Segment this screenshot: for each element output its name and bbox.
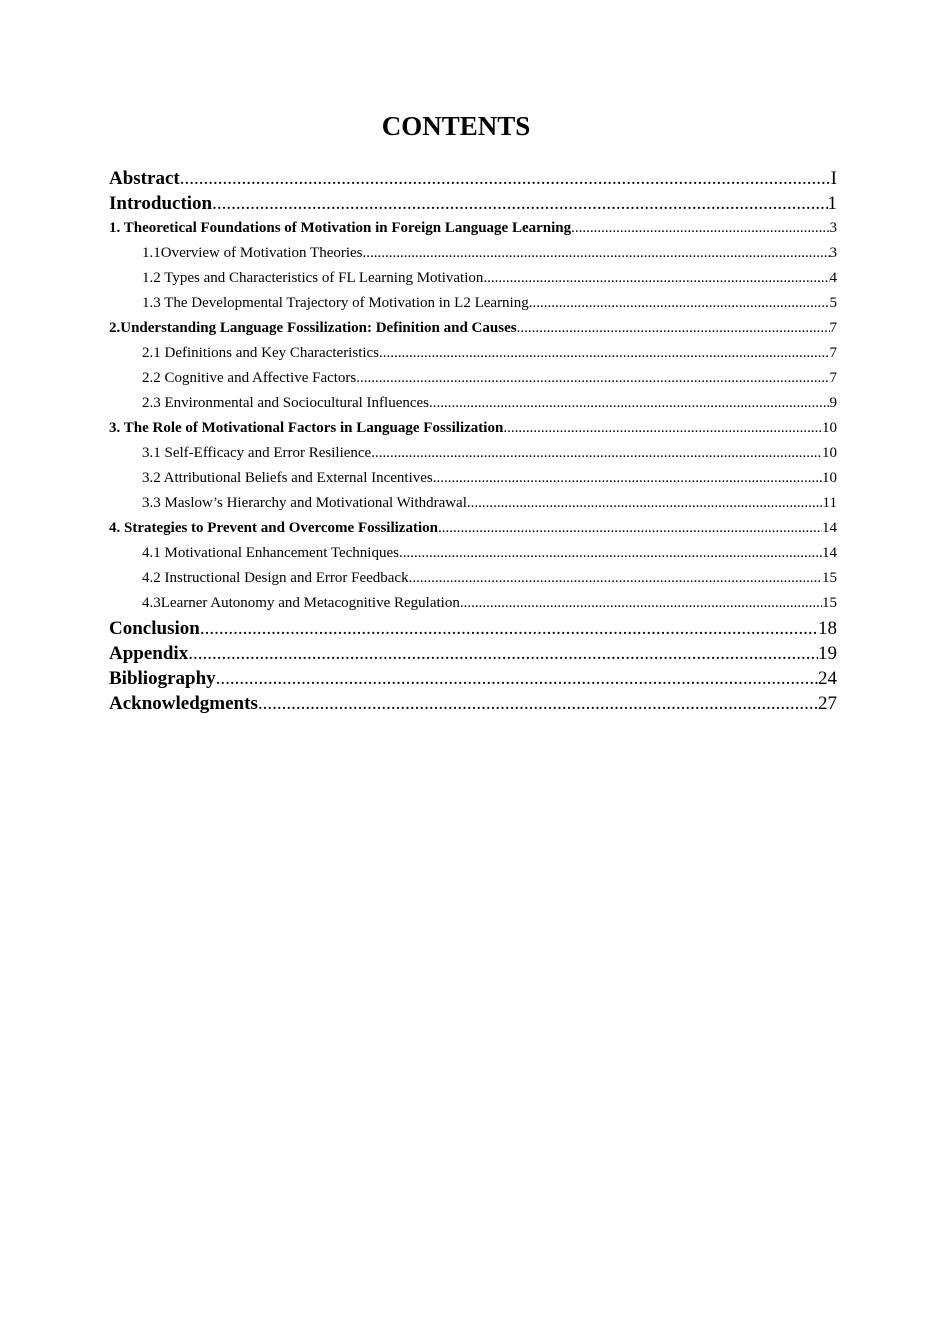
toc-dot-leader [429,391,830,416]
toc-dot-leader [180,166,831,191]
toc-entry-page-number: 7 [829,345,837,361]
toc-dot-leader [356,366,829,391]
toc-entry-page-number: 3 [829,245,837,261]
toc-entry-label: 1.3 The Developmental Trajectory of Motivation in L2 Learning [142,295,529,311]
toc-entry-label: Abstract [109,168,180,189]
toc-dot-leader [503,416,822,441]
toc-entry-page-number: 11 [822,495,837,511]
toc-entry[interactable] [109,266,837,291]
toc-entry-label: 2.1 Definitions and Key Characteristics [142,345,380,361]
toc-entry-page-number: 24 [818,668,837,689]
toc-entry-label: 4. Strategies to Prevent and Overcome Fossilization [109,520,438,536]
toc-entry-page-number: 7 [829,370,837,386]
toc-dot-leader [363,241,830,266]
toc-entry[interactable] [109,591,837,616]
toc-entry-label: 3. The Role of Motivational Factors in Language Fossilization [109,420,504,436]
toc-entry-label: 4.1 Motivational Enhancement Techniques [142,545,399,561]
toc-entry[interactable] [109,391,837,416]
toc-dot-leader [571,216,829,241]
toc-entry-label: Appendix [109,643,189,664]
toc-entry[interactable] [109,341,837,366]
toc-dot-leader [409,566,822,591]
toc-entry[interactable] [109,691,837,716]
toc-entry-label: Bibliography [109,668,216,689]
toc-dot-leader [212,191,827,216]
table-of-contents [109,166,837,716]
toc-dot-leader [379,341,829,366]
toc-dot-leader [399,541,822,566]
toc-entry-label: 3.3 Maslow’s Hierarchy and Motivational Withdrawal [142,495,467,511]
toc-entry[interactable] [109,666,837,691]
toc-entry[interactable] [109,191,837,216]
toc-entry-label: 1.2 Types and Characteristics of FL Learning Motivation [142,270,484,286]
toc-dot-leader [258,691,818,716]
toc-entry-label: 2.Understanding Language Fossilization: Definition and Causes [109,320,517,336]
toc-entry-label: 1. Theoretical Foundations of Motivation in Foreign Language Learning [109,220,572,236]
toc-entry-page-number: 14 [822,520,837,536]
toc-entry[interactable] [109,441,837,466]
toc-entry-label: 2.2 Cognitive and Affective Factors [142,370,357,386]
toc-entry[interactable] [109,166,837,191]
toc-entry-label: 4.3Learner Autonomy and Metacognitive Regulation [142,595,460,611]
toc-entry-page-number: 18 [818,618,837,639]
toc-entry-page-number: 10 [822,470,837,486]
toc-dot-leader [433,466,822,491]
toc-dot-leader [371,441,822,466]
page-title: CONTENTS [381,111,531,141]
toc-entry-page-number: 7 [829,320,837,336]
toc-entry-page-number: I [830,168,837,189]
toc-entry[interactable] [109,416,837,441]
toc-entry[interactable] [109,216,837,241]
toc-entry-label: Introduction [109,193,213,214]
toc-entry-page-number: 27 [818,693,837,714]
toc-dot-leader [188,641,818,666]
toc-entry-page-number: 1 [827,193,837,214]
toc-entry-page-number: 5 [829,295,837,311]
toc-entry[interactable] [109,616,837,641]
toc-entry-label: Acknowledgments [109,693,258,714]
toc-entry-page-number: 15 [822,595,837,611]
toc-entry-label: 4.2 Instructional Design and Error Feedback [142,570,409,586]
toc-entry[interactable] [109,466,837,491]
toc-entry[interactable] [109,366,837,391]
toc-entry[interactable] [109,516,837,541]
toc-entry[interactable] [109,291,837,316]
toc-entry[interactable] [109,566,837,591]
toc-entry-label: Conclusion [109,618,200,639]
toc-entry-page-number: 9 [829,395,837,411]
toc-dot-leader [517,316,830,341]
toc-entry-page-number: 4 [829,270,837,286]
toc-entry-page-number: 15 [822,570,837,586]
toc-entry[interactable] [109,316,837,341]
toc-entry-label: 3.2 Attributional Beliefs and External Incentives [142,470,433,486]
toc-dot-leader [216,666,818,691]
toc-dot-leader [529,291,830,316]
toc-entry[interactable] [109,241,837,266]
toc-dot-leader [483,266,829,291]
toc-entry-page-number: 10 [822,445,837,461]
toc-dot-leader [467,491,823,516]
toc-entry[interactable] [109,491,837,516]
toc-entry-page-number: 14 [822,545,837,561]
toc-dot-leader [460,591,822,616]
toc-entry-label: 1.1Overview of Motivation Theories [142,245,363,261]
toc-entry-label: 3.1 Self-Efficacy and Error Resilience [142,445,372,461]
toc-entry-page-number: 10 [822,420,837,436]
toc-entry-page-number: 19 [818,643,837,664]
toc-entry-label: 2.3 Environmental and Sociocultural Influences [142,395,429,411]
toc-dot-leader [200,616,818,641]
toc-dot-leader [438,516,822,541]
toc-entry-page-number: 3 [829,220,837,236]
toc-entry[interactable] [109,541,837,566]
toc-entry[interactable] [109,641,837,666]
